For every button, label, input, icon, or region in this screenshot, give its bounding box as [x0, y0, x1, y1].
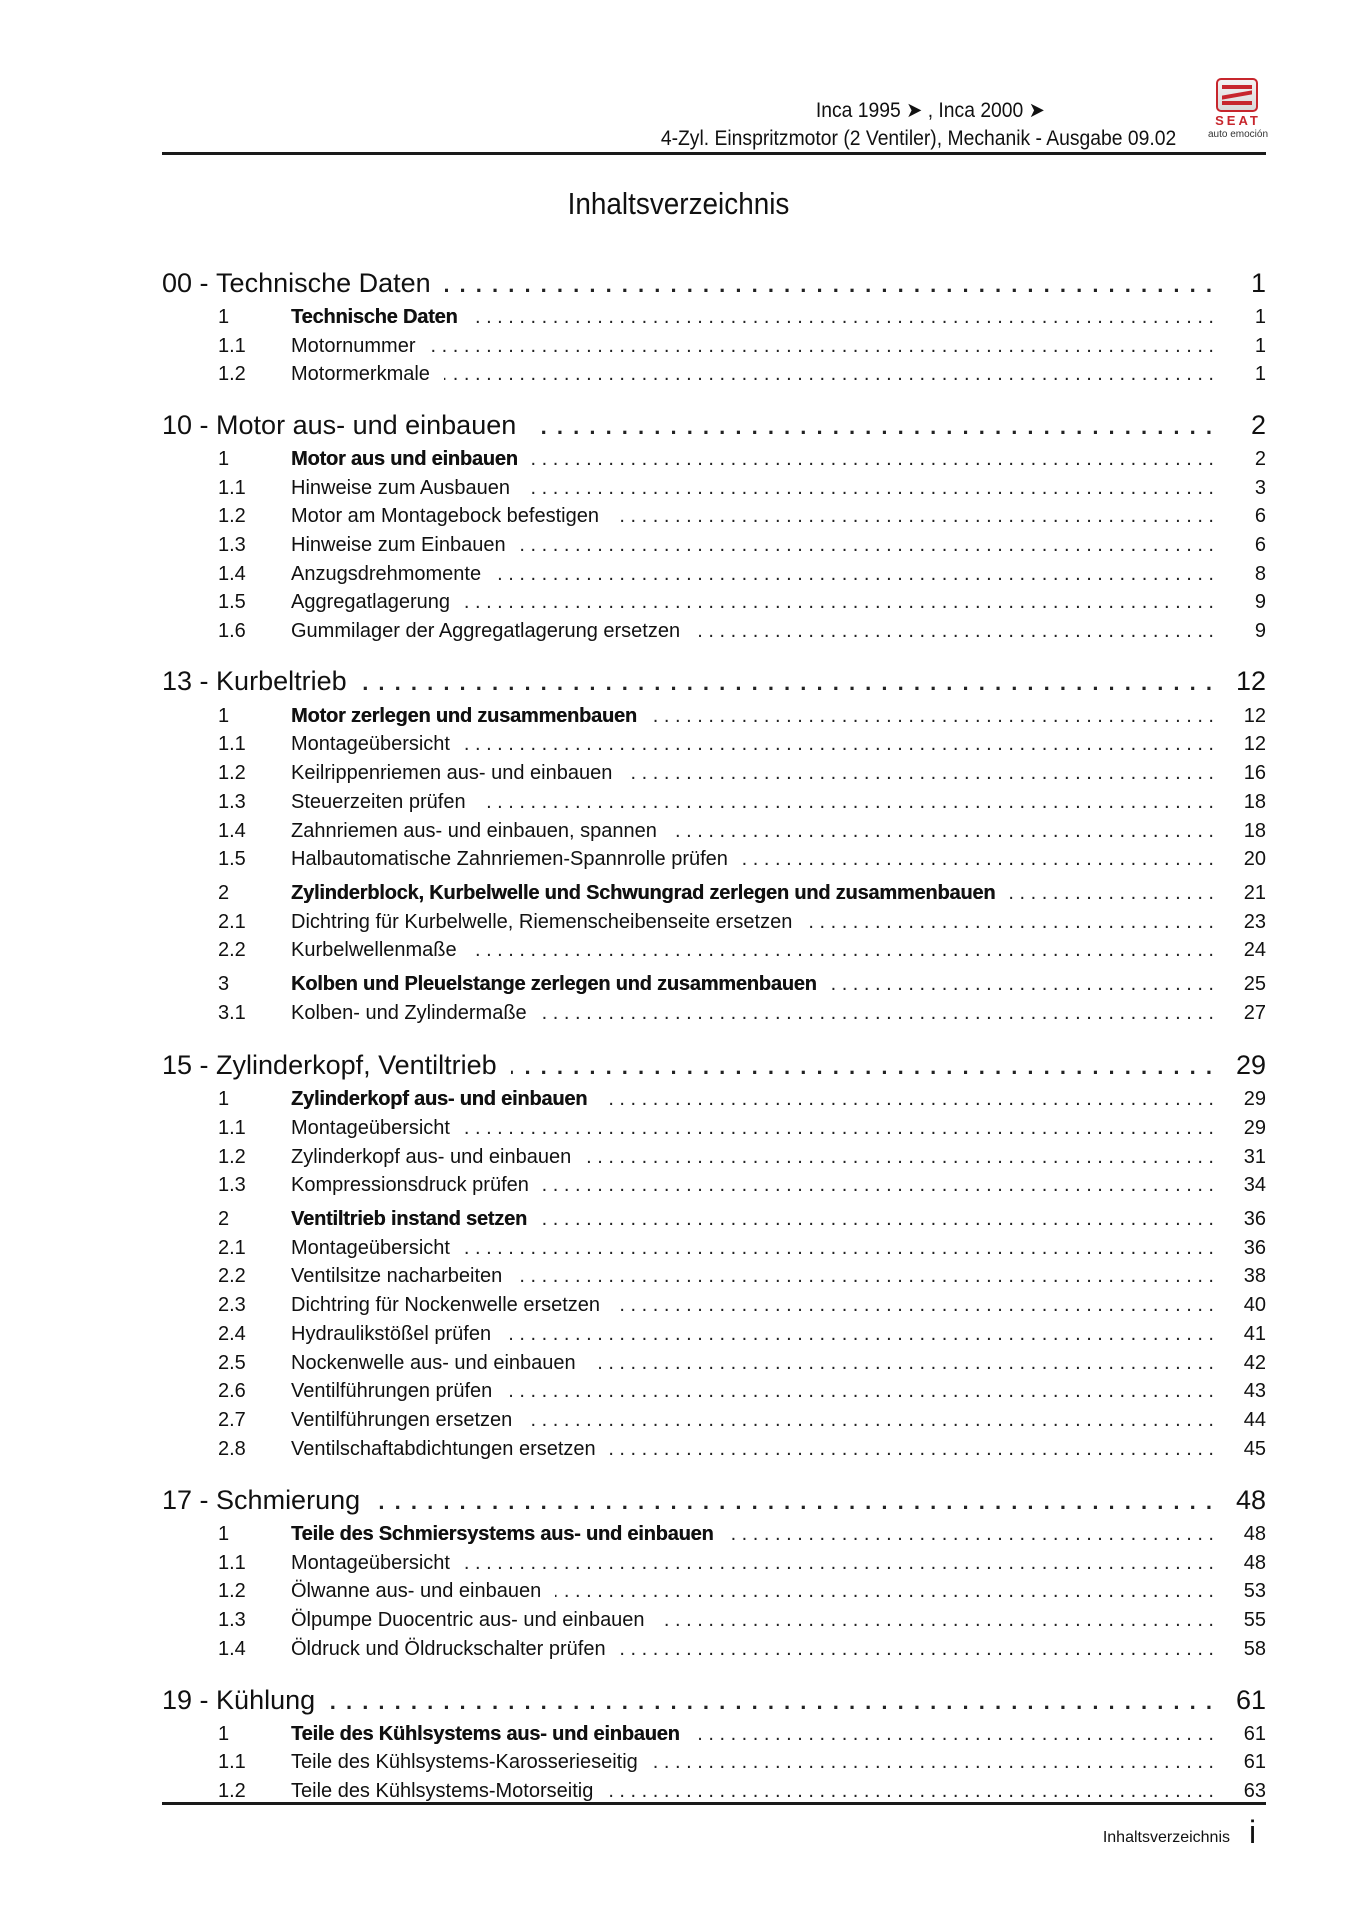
dot-leader: [601, 1088, 1214, 1111]
toc-entry[interactable]: [162, 762, 1266, 788]
entry-number: 1: [218, 1088, 230, 1110]
entry-number: 1: [218, 1723, 230, 1745]
page-number: 55: [1243, 1609, 1266, 1631]
entry-number: 1.3: [218, 1609, 246, 1631]
toc-entry[interactable]: [162, 505, 1266, 531]
entry-number: 1.3: [218, 1174, 246, 1196]
entry-number: 3: [218, 973, 230, 995]
section-title: Kühlung: [216, 1685, 316, 1715]
dot-leader: [613, 505, 1214, 528]
dot-leader: [532, 448, 1214, 471]
page-number: 61: [1243, 1723, 1266, 1745]
dot-leader: [445, 272, 1214, 298]
page-number: 6: [1254, 534, 1266, 556]
page-number: 40: [1243, 1294, 1266, 1316]
dot-leader: [464, 1552, 1214, 1575]
entry-title: Gummilager der Aggregatlagerung ersetzen: [291, 620, 681, 642]
entry-title: Hinweise zum Ausbauen: [291, 477, 511, 499]
entry-title: Kolben- und Zylindermaße: [291, 1002, 527, 1024]
entry-title: Hydraulikstößel prüfen: [291, 1323, 492, 1345]
dot-leader: [694, 1723, 1214, 1746]
toc-entry[interactable]: [162, 705, 1266, 731]
dot-leader: [671, 820, 1214, 843]
toc-entry[interactable]: [162, 1088, 1266, 1114]
section-title: Schmierung: [216, 1485, 361, 1515]
page-number: 42: [1243, 1352, 1266, 1374]
seat-badge-icon: [1216, 78, 1258, 112]
entry-title: Anzugsdrehmomente: [291, 563, 482, 585]
entry-title: Motor aus und einbauen: [291, 448, 518, 470]
entry-title: Zylinderkopf aus- und einbauen: [291, 1146, 572, 1168]
page-number: 43: [1243, 1380, 1266, 1402]
entry-number: 1.2: [218, 363, 246, 385]
page-number: 48: [1243, 1523, 1266, 1545]
page-number: 29: [1243, 1117, 1266, 1139]
toc-entry[interactable]: [162, 1174, 1266, 1200]
entry-number: 1.1: [218, 1552, 246, 1574]
toc-entry[interactable]: [162, 1237, 1266, 1263]
section-title: Zylinderkopf, Ventiltrieb: [216, 1050, 497, 1080]
entry-title: Nockenwelle aus- und einbauen: [291, 1352, 576, 1374]
section-title: Technische Daten: [216, 268, 431, 298]
entry-title: Teile des Kühlsystems-Motorseitig: [291, 1780, 594, 1802]
toc-entry[interactable]: [162, 477, 1266, 503]
dot-leader: [652, 1751, 1214, 1774]
entry-number: 1.2: [218, 1146, 246, 1168]
page-number: 61: [1243, 1751, 1266, 1773]
entry-number: 2.6: [218, 1380, 246, 1402]
entry-number: 1.4: [218, 1638, 246, 1660]
page-number: 34: [1243, 1174, 1266, 1196]
entry-title: Montageübersicht: [291, 1552, 450, 1574]
entry-title: Ventilsitze nacharbeiten: [291, 1265, 503, 1287]
entry-title: Technische Daten: [291, 306, 458, 328]
entry-title: Motormerkmale: [291, 363, 430, 385]
toc-section[interactable]: [162, 666, 1266, 700]
toc-entry[interactable]: [162, 1117, 1266, 1143]
entry-number: 2.5: [218, 1352, 246, 1374]
page-number: 23: [1243, 911, 1266, 933]
dot-leader: [742, 848, 1214, 871]
dot-leader: [610, 1438, 1214, 1461]
page-number: 9: [1254, 620, 1266, 642]
entry-number: 2.3: [218, 1294, 246, 1316]
dot-leader: [511, 1054, 1214, 1080]
entry-title: Ventiltrieb instand setzen: [291, 1208, 527, 1230]
entry-title: Kurbelwellenmaße: [291, 939, 457, 961]
entry-title: Teile des Schmiersystems aus- und einbauen: [291, 1523, 714, 1545]
entry-title: Hinweise zum Einbauen: [291, 534, 506, 556]
entry-number: 1.4: [218, 563, 246, 585]
dot-leader: [480, 791, 1214, 814]
dot-leader: [541, 1208, 1214, 1231]
dot-leader: [524, 477, 1214, 500]
entry-title: Zahnriemen aus- und einbauen, spannen: [291, 820, 657, 842]
entry-number: 2.2: [218, 1265, 246, 1287]
dot-leader: [495, 563, 1214, 586]
entry-number: 1.1: [218, 733, 246, 755]
dot-leader: [464, 733, 1214, 756]
dot-leader: [464, 1237, 1214, 1260]
page-number: 12: [1235, 666, 1266, 696]
entry-title: Dichtring für Nockenwelle ersetzen: [291, 1294, 601, 1316]
page-number: 24: [1243, 939, 1266, 961]
page-number: 21: [1243, 882, 1266, 904]
dot-leader: [444, 363, 1214, 386]
toc-entry[interactable]: [162, 1352, 1266, 1378]
page-number: 48: [1235, 1485, 1266, 1515]
entry-number: 2: [218, 1208, 230, 1230]
entry-title: Steuerzeiten prüfen: [291, 791, 466, 813]
entry-number: 1.3: [218, 534, 246, 556]
dot-leader: [543, 1174, 1214, 1197]
toc-entry[interactable]: [162, 1751, 1266, 1777]
entry-number: 1.2: [218, 762, 246, 784]
page-number: 20: [1243, 848, 1266, 870]
entry-number: 2: [218, 882, 230, 904]
page-number: 27: [1243, 1002, 1266, 1024]
entry-title: Keilrippenriemen aus- und einbauen: [291, 762, 613, 784]
seat-logo-icon: [1202, 78, 1274, 142]
toc-entry[interactable]: [162, 791, 1266, 817]
toc-entry[interactable]: [162, 1208, 1266, 1234]
toc-entry[interactable]: [162, 1409, 1266, 1435]
toc-section[interactable]: [162, 268, 1266, 302]
entry-number: 2.2: [218, 939, 246, 961]
page-number: 3: [1254, 477, 1266, 499]
toc-entry[interactable]: [162, 1609, 1266, 1635]
entry-number: 1.5: [218, 591, 246, 613]
page-number: 48: [1243, 1552, 1266, 1574]
page-number: 6: [1254, 505, 1266, 527]
page-number: 29: [1235, 1050, 1266, 1080]
page-number: 31: [1243, 1146, 1266, 1168]
toc-entry[interactable]: [162, 591, 1266, 617]
toc-entry[interactable]: [162, 306, 1266, 332]
entry-number: 1.2: [218, 505, 246, 527]
entry-number: 1.1: [218, 477, 246, 499]
page-number: 8: [1254, 563, 1266, 585]
page-number: 18: [1243, 820, 1266, 842]
page-number: 58: [1243, 1638, 1266, 1660]
page-number: 41: [1243, 1323, 1266, 1345]
toc-entry[interactable]: [162, 1265, 1266, 1291]
entry-number: 1.3: [218, 791, 246, 813]
toc-entry[interactable]: [162, 1723, 1266, 1749]
section-number: 10 -: [162, 410, 209, 440]
toc-entry[interactable]: [162, 1146, 1266, 1172]
dot-leader: [626, 762, 1214, 785]
dot-leader: [620, 1638, 1214, 1661]
page-number: 1: [1250, 268, 1266, 298]
toc-entry[interactable]: [162, 882, 1266, 908]
entry-number: 1.1: [218, 1117, 246, 1139]
entry-title: Zylinderkopf aus- und einbauen: [291, 1088, 588, 1110]
toc-entry[interactable]: [162, 534, 1266, 560]
header-manual-title: 4-Zyl. Einspritzmotor (2 Ventiler), Mechanik - Ausgabe 09.02: [660, 127, 1176, 150]
entry-title: Motor am Montagebock befestigen: [291, 505, 599, 527]
toc-entry[interactable]: [162, 620, 1266, 646]
page-title: Inhaltsverzeichnis: [567, 186, 790, 221]
toc-section[interactable]: [162, 410, 1266, 444]
entry-title: Ölpumpe Duocentric aus- und einbauen: [291, 1609, 645, 1631]
entry-title: Ölwanne aus- und einbauen: [291, 1580, 542, 1602]
page-number: 2: [1250, 410, 1266, 440]
entry-title: Motornummer: [291, 335, 416, 357]
section-title: Kurbeltrieb: [216, 666, 347, 696]
dot-leader: [585, 1146, 1214, 1169]
dot-leader: [614, 1294, 1214, 1317]
toc-entry[interactable]: [162, 1523, 1266, 1549]
entry-number: 1.2: [218, 1580, 246, 1602]
page-number: 44: [1243, 1409, 1266, 1431]
toc-entry[interactable]: [162, 973, 1266, 999]
toc-entry[interactable]: [162, 1294, 1266, 1320]
logo-brand: SEAT: [1215, 113, 1261, 128]
toc-entry[interactable]: [162, 733, 1266, 759]
toc-entry[interactable]: [162, 1580, 1266, 1606]
toc-entry[interactable]: [162, 335, 1266, 361]
section-number: 19 -: [162, 1685, 209, 1715]
section-number: 00 -: [162, 268, 209, 298]
toc-entry[interactable]: [162, 448, 1266, 474]
dot-leader: [728, 1523, 1215, 1546]
toc-entry[interactable]: [162, 1638, 1266, 1664]
entry-number: 2.1: [218, 1237, 246, 1259]
entry-number: 1.2: [218, 1780, 246, 1802]
dot-leader: [516, 1265, 1214, 1288]
entry-number: 3.1: [218, 1002, 246, 1024]
entry-title: Halbautomatische Zahnriemen-Spannrolle prüfen: [291, 848, 728, 870]
toc-entry[interactable]: [162, 1002, 1266, 1028]
entry-title: Kompressionsdruck prüfen: [291, 1174, 529, 1196]
dot-leader: [329, 1689, 1214, 1715]
page-number: 1: [1254, 363, 1266, 385]
dot-leader: [361, 670, 1214, 696]
toc-entry[interactable]: [162, 911, 1266, 937]
header-model-line: Inca 1995 ➤ , Inca 2000 ➤: [816, 99, 1045, 122]
entry-number: 1: [218, 306, 230, 328]
page-number: 9: [1254, 591, 1266, 613]
entry-number: 1.4: [218, 820, 246, 842]
toc-entry[interactable]: [162, 363, 1266, 389]
dot-leader: [1009, 882, 1214, 905]
page-number: 16: [1243, 762, 1266, 784]
dot-leader: [530, 414, 1214, 440]
entry-number: 1: [218, 1523, 230, 1545]
dot-leader: [506, 1380, 1214, 1403]
section-number: 15 -: [162, 1050, 209, 1080]
entry-title: Ventilführungen ersetzen: [291, 1409, 513, 1431]
toc-section[interactable]: [162, 1485, 1266, 1519]
toc-entry[interactable]: [162, 1323, 1266, 1349]
toc-entry[interactable]: [162, 820, 1266, 846]
dot-leader: [607, 1780, 1214, 1803]
entry-title: Montageübersicht: [291, 1117, 450, 1139]
toc-entry[interactable]: [162, 1438, 1266, 1464]
entry-number: 2.4: [218, 1323, 246, 1345]
dot-leader: [541, 1002, 1214, 1025]
page-number: 1: [1254, 306, 1266, 328]
section-number: 13 -: [162, 666, 209, 696]
dot-leader: [659, 1609, 1214, 1632]
entry-number: 1: [218, 448, 230, 470]
dot-leader: [694, 620, 1214, 643]
logo-tagline: auto emoción: [1207, 129, 1269, 140]
entry-number: 1: [218, 705, 230, 727]
entry-title: Aggregatlagerung: [291, 591, 451, 613]
entry-title: Kolben und Pleuelstange zerlegen und zusammenbauen: [291, 973, 817, 995]
page-number: 63: [1243, 1780, 1266, 1802]
entry-number: 1.6: [218, 620, 246, 642]
section-number: 17 -: [162, 1485, 209, 1515]
header-divider: [162, 152, 1266, 155]
entry-number: 2.1: [218, 911, 246, 933]
section-title: Motor aus- und einbauen: [216, 410, 517, 440]
dot-leader: [429, 335, 1214, 358]
entry-number: 2.7: [218, 1409, 246, 1431]
dot-leader: [471, 939, 1214, 962]
entry-title: Zylinderblock, Kurbelwelle und Schwungrad zerlegen und zusammenbauen: [291, 882, 996, 904]
dot-leader: [505, 1323, 1214, 1346]
entry-number: 2.8: [218, 1438, 246, 1460]
page-number: 12: [1243, 705, 1266, 727]
toc-entry[interactable]: [162, 848, 1266, 874]
dot-leader: [831, 973, 1214, 996]
entry-title: Dichtring für Kurbelwelle, Riemenscheibenseite ersetzen: [291, 911, 793, 933]
dot-leader: [520, 534, 1214, 557]
page-number: 45: [1243, 1438, 1266, 1460]
entry-title: Teile des Kühlsystems-Karosserieseitig: [291, 1751, 638, 1773]
page-number: 2: [1254, 448, 1266, 470]
entry-number: 1.5: [218, 848, 246, 870]
entry-title: Montageübersicht: [291, 733, 450, 755]
page-number: 1: [1254, 335, 1266, 357]
footer-divider: [162, 1802, 1266, 1805]
page-number: 18: [1243, 791, 1266, 813]
page-number: 36: [1243, 1208, 1266, 1230]
toc-section[interactable]: [162, 1685, 1266, 1719]
dot-leader: [374, 1489, 1214, 1515]
dot-leader: [526, 1409, 1214, 1432]
dot-leader: [651, 705, 1214, 728]
page-number: 61: [1235, 1685, 1266, 1715]
dot-leader: [590, 1352, 1214, 1375]
entry-title: Teile des Kühlsystems aus- und einbauen: [291, 1723, 680, 1745]
toc-entry[interactable]: [162, 1380, 1266, 1406]
entry-number: 1.1: [218, 335, 246, 357]
page-number: 38: [1243, 1265, 1266, 1287]
entry-title: Motor zerlegen und zusammenbauen: [291, 705, 637, 727]
entry-title: Montageübersicht: [291, 1237, 450, 1259]
page-number: 12: [1243, 733, 1266, 755]
page-number: 25: [1243, 973, 1266, 995]
dot-leader: [806, 911, 1214, 934]
dot-leader: [464, 1117, 1214, 1140]
entry-title: Ventilschaftabdichtungen ersetzen: [291, 1438, 596, 1460]
entry-title: Öldruck und Öldruckschalter prüfen: [291, 1638, 606, 1660]
footer-page-number: i: [1249, 1814, 1257, 1850]
toc-entry[interactable]: [162, 1552, 1266, 1578]
dot-leader: [464, 591, 1214, 614]
page-number: 29: [1243, 1088, 1266, 1110]
toc-section[interactable]: [162, 1050, 1266, 1084]
page-number: 36: [1243, 1237, 1266, 1259]
entry-title: Ventilführungen prüfen: [291, 1380, 493, 1402]
toc-entry[interactable]: [162, 939, 1266, 965]
page-number: 53: [1243, 1580, 1266, 1602]
footer-label: Inhaltsverzeichnis: [1102, 1829, 1230, 1846]
entry-number: 1.1: [218, 1751, 246, 1773]
dot-leader: [555, 1580, 1214, 1603]
toc-entry[interactable]: [162, 563, 1266, 589]
dot-leader: [471, 306, 1214, 329]
